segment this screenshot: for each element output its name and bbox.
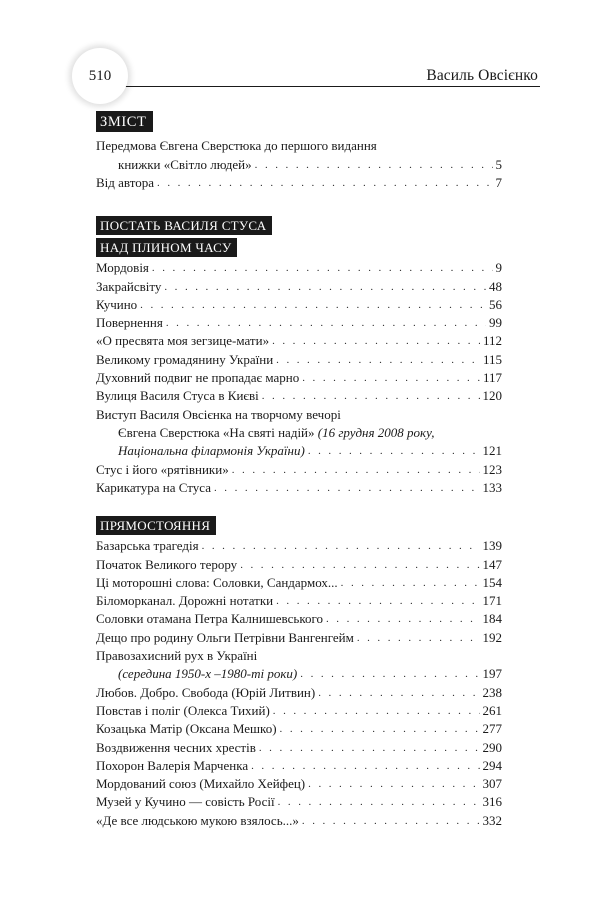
toc-entry-page: 99 [489,315,502,331]
toc-entry-page: 261 [482,702,502,718]
toc-entry-title: Великому громадянину України [96,351,274,367]
toc-entry-page: 290 [482,739,502,755]
leader-dots [232,462,480,478]
toc-entry[interactable] [96,331,502,349]
toc-entry[interactable] [96,627,502,645]
toc-entry-page: 117 [482,370,502,386]
toc-entry-page: 332 [482,812,502,828]
toc-entry-page: 294 [482,757,502,773]
toc-entry-title: Духовний подвиг не пропадає марно [96,370,300,386]
toc-entry[interactable] [96,349,502,367]
toc-entry-title: Вулиця Василя Стуса в Києві [96,388,259,404]
toc-entry-page: 5 [495,156,502,172]
toc-entry-title: (середина 1950-х –1980-ті роки) [118,666,298,682]
toc-entry[interactable] [96,258,502,276]
section-heading-uprightness: ПРЯМОСТОЯННЯ [96,516,216,535]
toc-entry[interactable] [96,368,502,386]
toc-section-uprightness [96,536,502,829]
leader-dots [272,333,480,349]
running-header-author: Василь Овсієнко [426,67,538,84]
toc-entry[interactable] [96,573,502,591]
leader-dots [202,538,480,554]
toc-entry-title: книжки «Світло людей» [118,156,252,172]
leader-dots [164,279,486,295]
toc-entry[interactable] [96,459,502,477]
leader-dots [302,370,480,386]
toc-entry-title: Стус і його «рятівники» [96,461,229,477]
toc-entry-page: 9 [495,260,502,276]
toc-entry-title: Музей у Кучино — совість Росії [96,794,275,810]
toc-entry-page: 120 [482,388,502,404]
toc-entry-title: Дещо про родину Ольги Петрівни Вангенгейм [96,629,354,645]
leader-dots [255,157,493,173]
toc-entry[interactable] [96,774,502,792]
toc-entry[interactable] [96,386,502,404]
leader-dots [259,740,480,756]
leader-dots [157,175,492,191]
toc-entry-title: Закрайсвіту [96,278,162,294]
toc-entry-title: Правозахисний рух в Україні [96,648,258,664]
toc-entry-title: Похорон Валерія Марченка [96,757,249,773]
toc-entry[interactable] [96,719,502,737]
leader-dots [318,685,479,701]
toc-section-stus [96,258,502,496]
toc-entry-title: Від автора [96,174,155,190]
toc-entry-page: 139 [482,538,502,554]
leader-dots [341,575,480,591]
section-heading-stus: ПОСТАТЬ ВАСИЛЯ СТУСА [96,216,272,235]
toc-entry-line [96,404,502,422]
leader-dots [214,480,480,496]
toc-entry-page: 192 [482,629,502,645]
toc-entry-title: Базарська трагедія [96,538,199,554]
section-heading-contents: ЗМІСТ [96,111,153,132]
toc-entry-page: 154 [482,574,502,590]
toc-entry[interactable] [96,554,502,572]
toc-entry[interactable] [96,682,502,700]
toc-entry-page: 121 [482,443,502,459]
toc-entry[interactable] [96,313,502,331]
toc-entry-title: Початок Великого терору [96,556,238,572]
toc-entry-page: 115 [482,351,502,367]
toc-entry[interactable] [96,173,502,191]
toc-entry-title: Любов. Добро. Свобода (Юрій Литвин) [96,684,316,700]
toc-entry-title: Козацька Матір (Оксана Мешко) [96,721,277,737]
leader-dots [140,297,486,313]
toc-entry-line: Передмова Євгена Сверстюка до першого видання [96,138,377,154]
toc-entry-title: Воздвиження чесних хрестів [96,739,256,755]
toc-entry[interactable] [96,295,502,313]
toc-entry-title: Національна філармонія України) [118,443,305,459]
toc-entry[interactable] [96,536,502,554]
leader-dots [357,630,480,646]
toc-entry-page: 197 [482,666,502,682]
toc-entry-title: Євгена Сверстюка «На святі надій» [118,424,315,440]
leader-dots [302,813,480,829]
toc-entry-page: 133 [482,479,502,495]
toc-entry[interactable] [96,609,502,627]
toc-entry[interactable] [96,154,502,172]
toc-entry-title: Ці моторошні слова: Соловки, Сандармох... [96,574,338,590]
leader-dots [251,758,479,774]
toc-section-contents [96,136,502,191]
toc-entry[interactable] [96,664,502,682]
header-rule [120,86,540,87]
leader-dots [276,593,479,609]
toc-entry-line [96,423,502,441]
toc-entry-title: «Де все людською мукою взялось...» [96,812,299,828]
toc-entry-title: Повернення [96,315,163,331]
toc-entry-page: 171 [482,593,502,609]
toc-entry[interactable] [96,441,502,459]
toc-entry-page: 48 [489,278,502,294]
toc-entry-title: Мордовія [96,260,149,276]
leader-dots [326,611,480,627]
toc-entry-title: Біломорканал. Дорожні нотатки [96,593,274,609]
toc-entry-page: 112 [482,333,502,349]
toc-entry-title: Соловки отамана Петра Калнишевського [96,611,323,627]
toc-entry[interactable] [96,792,502,810]
toc-entry[interactable] [96,591,502,609]
leader-dots [276,352,480,368]
toc-entry-page: 307 [482,776,502,792]
toc-entry[interactable] [96,701,502,719]
toc-entry-line [96,646,502,664]
leader-dots [262,388,480,404]
toc-entry-page: 316 [482,794,502,810]
leader-dots [278,794,480,810]
toc-entry-title: Мордований союз (Михайло Хейфец) [96,776,306,792]
toc-entry-title: Виступ Василя Овсієнка на творчому вечорі [96,406,341,422]
toc-entry-page: 147 [482,556,502,572]
toc-entry[interactable] [96,276,502,294]
toc-entry-page: 56 [489,296,502,312]
leader-dots [308,776,479,792]
toc-entry-title: Карикатура на Стуса [96,479,211,495]
toc-entry[interactable] [96,478,502,496]
toc-entry-title: «О пресвята моя зегзице-мати» [96,333,270,349]
toc-entry-note: (16 грудня 2008 року, [317,424,435,440]
toc-entry-title: Повстав і поліг (Олекса Тихий) [96,702,270,718]
toc-entry-page: 123 [482,461,502,477]
toc-entry[interactable] [96,810,502,828]
page-number: 510 [72,48,128,104]
leader-dots [308,443,480,459]
leader-dots [300,666,479,682]
leader-dots [280,721,480,737]
toc-entry-page: 277 [482,721,502,737]
subsection-heading: НАД ПЛИНОМ ЧАСУ [96,238,237,257]
leader-dots [152,260,493,276]
toc-entry-page: 238 [482,684,502,700]
toc-entry-title: Кучино [96,296,138,312]
leader-dots [273,703,480,719]
toc-entry-page: 184 [482,611,502,627]
toc-entry-page: 7 [495,174,502,190]
toc-entry[interactable] [96,756,502,774]
toc-entry[interactable] [96,737,502,755]
leader-dots [240,557,479,573]
leader-dots [166,315,486,331]
